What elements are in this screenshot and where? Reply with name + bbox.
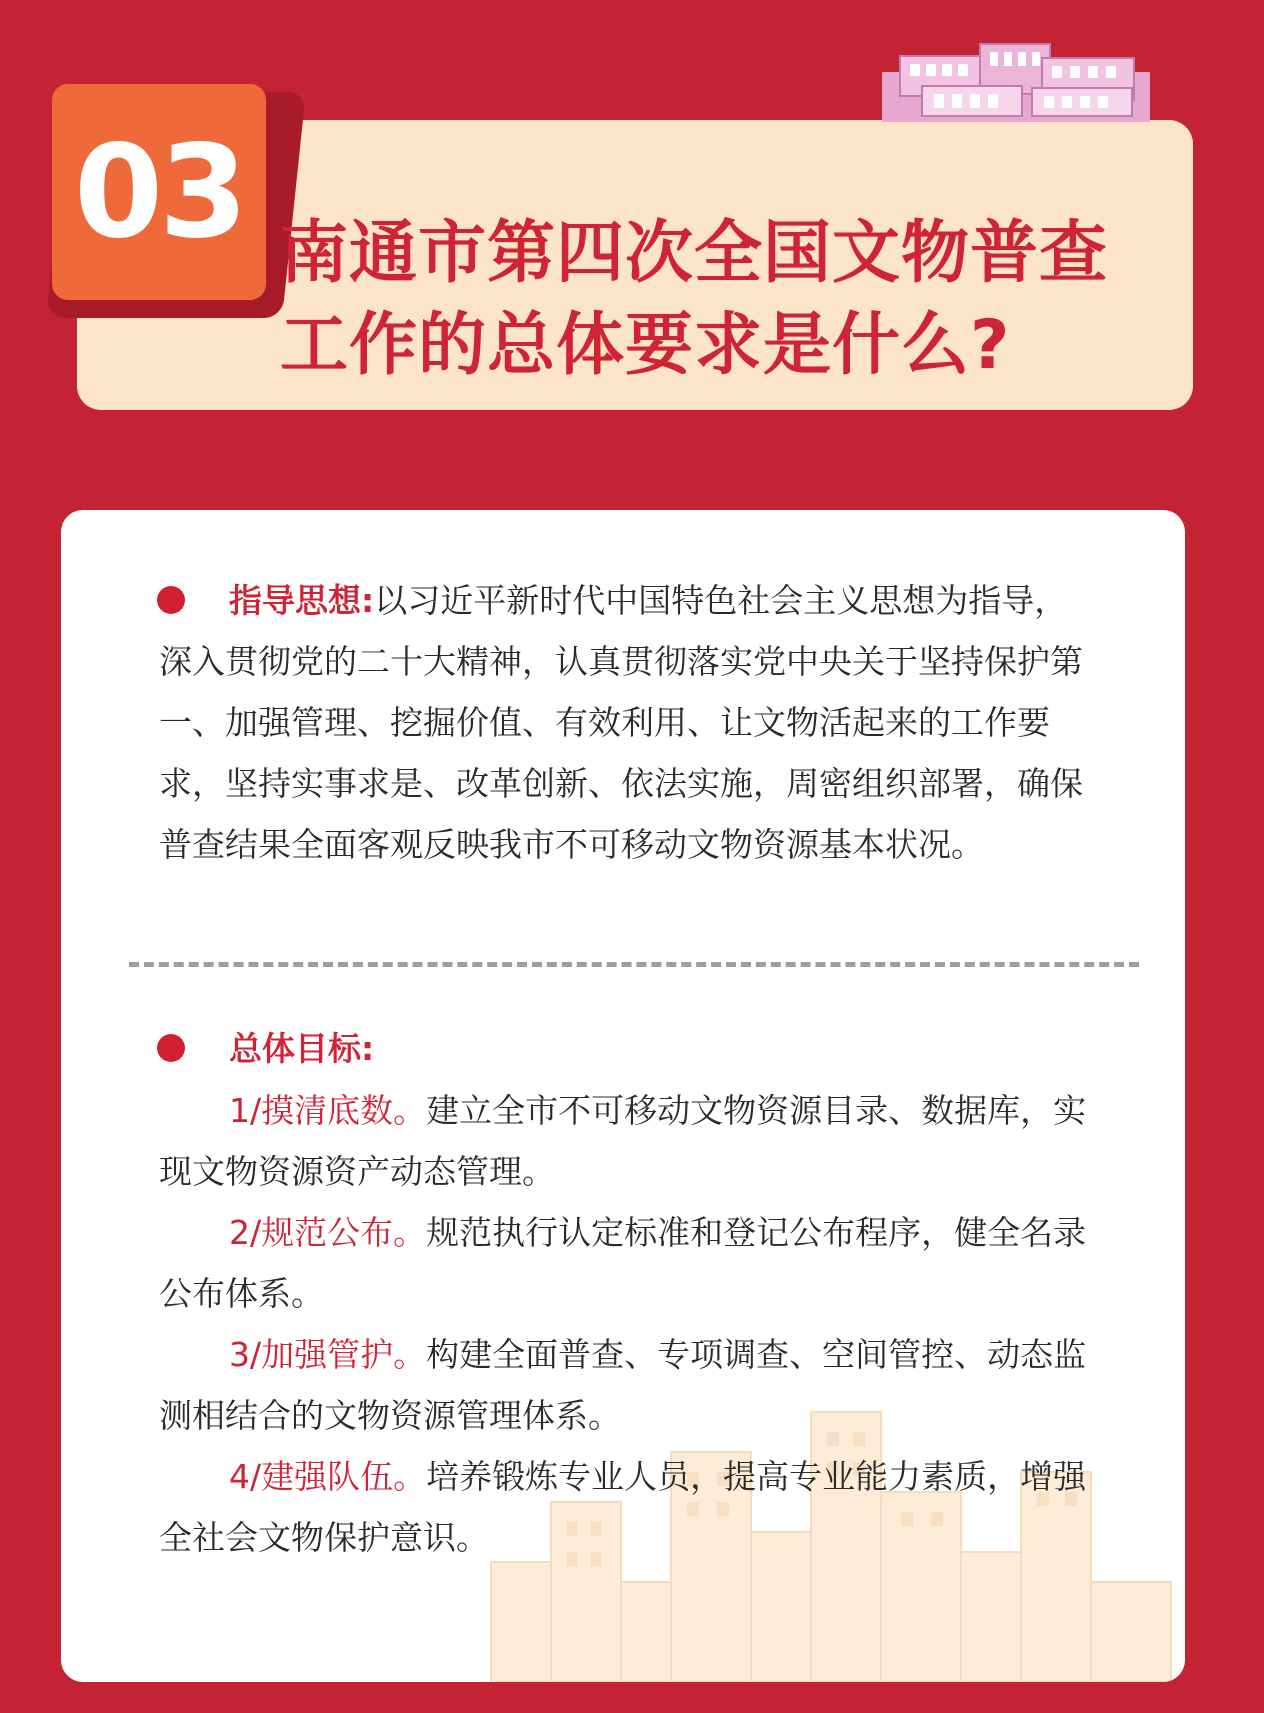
goal-item-2 <box>159 1202 1089 1324</box>
section-number: 03 <box>73 117 245 267</box>
goal-item-4 <box>159 1446 1089 1568</box>
overall-goals-bullet-dot-icon <box>157 1034 185 1062</box>
goal-item-3-head: 3/加强管护。 <box>229 1335 427 1374</box>
goal-item-1-head: 1/摸清底数。 <box>229 1091 427 1130</box>
number-badge <box>52 84 266 300</box>
goal-item-2-head: 2/规范公布。 <box>229 1213 427 1252</box>
dashed-divider <box>129 962 1139 967</box>
goal-item-2-text: 规范执行认定标准和登记公布程序，健全名录公布体系。 <box>159 1213 1087 1313</box>
goal-item-1-text: 建立全市不可移动文物资源目录、数据库，实现文物资源资产动态管理。 <box>159 1091 1087 1191</box>
goal-item-3 <box>159 1324 1089 1446</box>
guiding-thought-paragraph <box>159 570 1089 875</box>
goal-item-4-head: 4/建强队伍。 <box>229 1457 427 1496</box>
page-title: 南通市第四次全国文物普查工作的总体要求是什么? <box>280 214 1109 385</box>
overall-goals-label: 总体目标: <box>229 1029 375 1068</box>
guiding-thought-label: 指导思想: <box>229 581 375 620</box>
goal-item-1 <box>159 1080 1089 1202</box>
guiding-thought-text: 以习近平新时代中国特色社会主义思想为指导，深入贯彻党的二十大精神，认真贯彻落实党中央关于坚持保护第一、加强管理、挖掘价值、有效利用、让文物活起来的工作要求，坚持实事求是、改革创新、依法实施，周密组织部署，确保普查结果全面客观反映我市不可移动文物资源基本状况。 <box>159 581 1083 864</box>
building-illustration-icon <box>882 38 1150 122</box>
goal-item-4-text: 培养锻炼专业人员，提高专业能力素质，增强全社会文物保护意识。 <box>159 1457 1087 1557</box>
content-card <box>61 510 1185 1682</box>
goal-item-3-text: 构建全面普查、专项调查、空间管控、动态监测相结合的文物资源管理体系。 <box>159 1335 1087 1435</box>
